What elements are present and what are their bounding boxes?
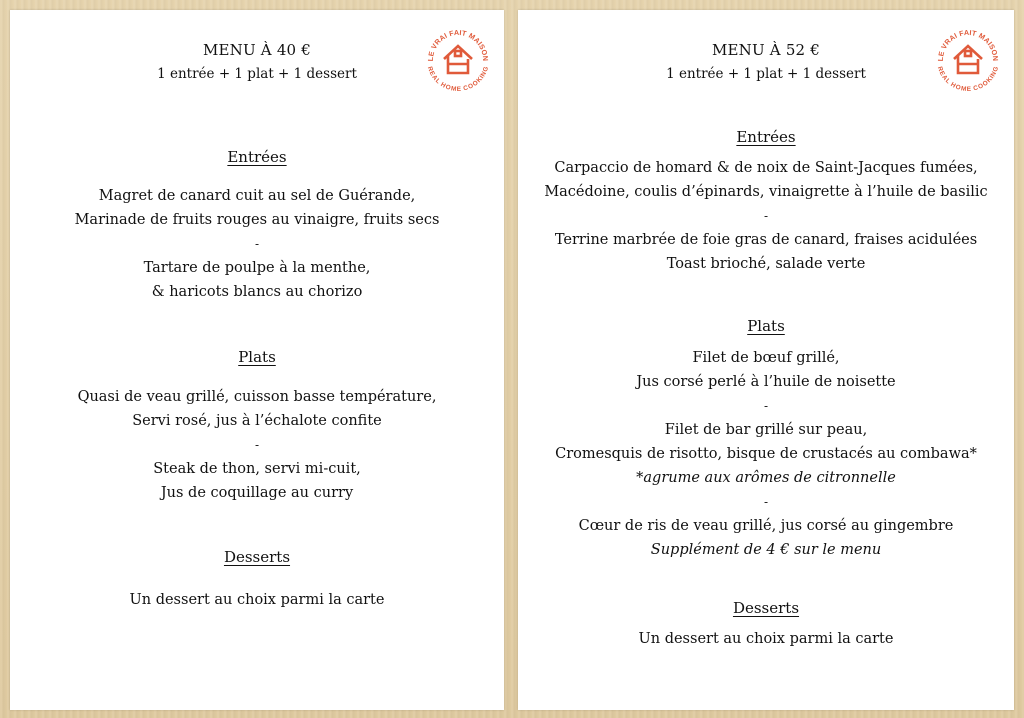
section-title-entrees: Entrées [227,148,287,166]
entrees-section [10,145,504,169]
section-title-plats: Plats [747,317,785,335]
entrees-section [518,125,1014,149]
dish-line: Macédoine, coulis d’épinards, vinaigrette à l’huile de basilic [544,184,988,200]
dish-line: Cromesquis de risotto, bisque de crustacés au combawa* [555,446,977,462]
menu-subtitle: 1 entrée + 1 plat + 1 dessert [666,66,866,82]
section-title-desserts: Desserts [732,599,800,617]
logo-text-top: LE VRAI FAIT MAISON [935,27,1001,62]
logo-text-bottom: REAL HOME COOKING [935,65,1001,94]
dish-line: Un dessert au choix parmi la carte [638,631,894,647]
dish-separator: - [763,495,769,509]
entrees-list [10,184,504,304]
menu-header [518,38,1014,86]
dish-line: Terrine marbrée de foie gras de canard, fraises acidulées [554,232,978,248]
dish-line: Carpaccio de homard & de noix de Saint-Jacques fumées, [554,160,978,176]
desserts-section [518,596,1014,620]
section-title-desserts: Desserts [223,548,291,566]
dish-line: Filet de bar grillé sur peau, [664,422,868,438]
logo-text-top: LE VRAI FAIT MAISON [425,27,491,62]
menu-header [10,38,504,86]
desserts-section [10,545,504,569]
plats-list [518,346,1014,562]
supplement-note: Supplément de 4 € sur le menu [650,542,882,558]
plats-section [518,314,1014,338]
desserts-list [10,588,504,612]
dish-separator: - [763,399,769,413]
dish-line: Cœur de ris de veau grillé, jus corsé au gingembre [578,518,954,534]
menu-card-40 [10,10,504,710]
dish-line: Tartare de poulpe à la menthe, [143,260,371,276]
menu-subtitle: 1 entrée + 1 plat + 1 dessert [157,66,357,82]
menu-title: MENU À 52 € [711,41,821,59]
dish-line: Jus corsé perlé à l’huile de noisette [636,374,896,390]
menu-title: MENU À 40 € [202,41,312,59]
dish-line: Marinade de fruits rouges au vinaigre, fruits secs [74,212,440,228]
dish-line: & haricots blancs au chorizo [151,284,363,300]
logo-text-bottom: REAL HOME COOKING [425,65,491,94]
plats-section [10,345,504,369]
section-title-entrees: Entrées [736,128,796,146]
dish-line: Jus de coquillage au curry [160,485,354,501]
desserts-list [518,627,1014,651]
dish-line: Un dessert au choix parmi la carte [129,592,385,608]
menu-card-52 [518,10,1014,710]
section-title-plats: Plats [238,348,276,366]
dish-separator: - [254,237,260,251]
dish-separator: - [763,209,769,223]
dish-line: Filet de bœuf grillé, [692,350,840,366]
entrees-list [518,156,1014,276]
plats-list [10,385,504,505]
dish-line: Servi rosé, jus à l’échalote confite [132,413,382,429]
dish-line: Steak de thon, servi mi-cuit, [153,461,361,477]
dish-line: Toast brioché, salade verte [666,256,866,272]
dish-line: Quasi de veau grillé, cuisson basse température, [77,389,437,405]
dish-separator: - [254,438,260,452]
dish-note: *agrume aux arômes de citronnelle [636,470,896,486]
dish-line: Magret de canard cuit au sel de Guérande, [98,188,416,204]
